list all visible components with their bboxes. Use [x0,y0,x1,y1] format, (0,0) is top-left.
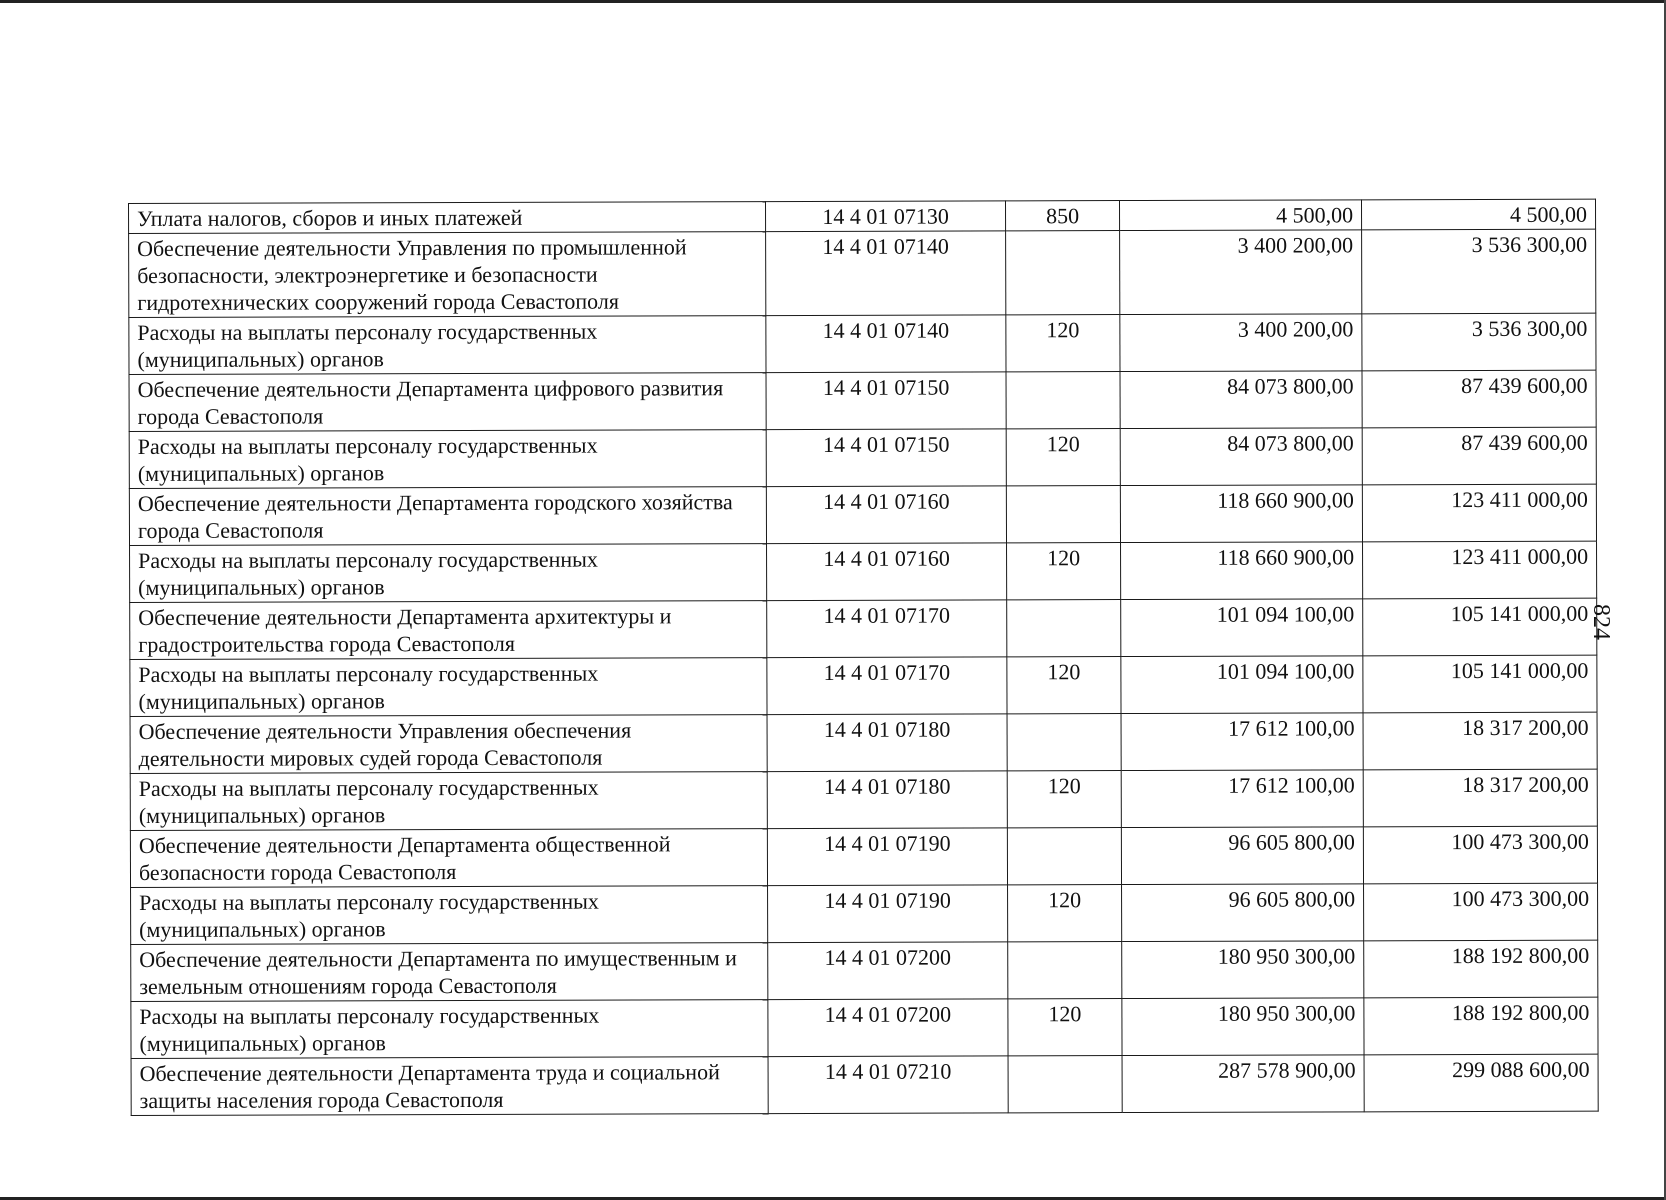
table-row [130,769,1597,830]
row-year1-cell: 84 073 800,00 [1120,428,1362,486]
row-vr-cell [1007,600,1121,657]
row-csr-cell: 14 4 01 07170 [767,600,1007,658]
table-row [129,427,1596,488]
row-name-cell: Обеспечение деятельности Департамента общественной безопасности города Севастополя [130,829,767,888]
row-name-cell: Обеспечение деятельности Департамента архитектуры и градостроительства города Севастополя [130,601,767,660]
row-year1-cell: 101 094 100,00 [1121,599,1363,657]
row-year2-cell: 87 439 600,00 [1362,370,1596,428]
table-row [130,712,1597,773]
row-year2-cell: 4 500,00 [1361,199,1595,230]
row-csr-cell: 14 4 01 07190 [768,885,1008,943]
row-vr-cell [1008,942,1122,999]
table-row [129,313,1596,374]
row-csr-cell: 14 4 01 07200 [768,999,1008,1057]
row-year2-cell: 188 192 800,00 [1364,997,1598,1055]
row-name-cell: Расходы на выплаты персоналу государственных (муниципальных) органов [131,886,768,945]
row-vr-cell: 120 [1007,657,1121,714]
row-csr-cell: 14 4 01 07140 [766,231,1006,316]
row-vr-cell: 850 [1005,201,1119,231]
row-vr-cell [1007,714,1121,771]
table-row [129,370,1596,431]
row-year2-cell: 105 141 000,00 [1363,655,1597,713]
budget-table [128,199,1599,1116]
row-year2-cell: 299 088 600,00 [1364,1054,1598,1112]
row-csr-cell: 14 4 01 07180 [767,714,1007,772]
row-csr-cell: 14 4 01 07200 [768,942,1008,1000]
row-name-cell: Расходы на выплаты персоналу государственных (муниципальных) органов [129,316,766,375]
table-row [131,940,1598,1001]
row-name-cell: Расходы на выплаты персоналу государственных (муниципальных) органов [130,544,767,603]
row-csr-cell: 14 4 01 07140 [766,315,1006,373]
row-year2-cell: 105 141 000,00 [1363,598,1597,656]
row-vr-cell [1007,828,1121,885]
row-csr-cell: 14 4 01 07130 [765,201,1005,232]
table-row [131,1054,1598,1115]
row-vr-cell: 120 [1006,315,1120,372]
row-name-cell: Расходы на выплаты персоналу государственных (муниципальных) органов [129,430,766,489]
row-name-cell: Обеспечение деятельности Департамента по имущественным и земельным отношениям города Севастополя [131,943,768,1002]
row-vr-cell [1006,486,1120,543]
row-vr-cell: 120 [1008,885,1122,942]
row-vr-cell [1008,1056,1122,1113]
row-year2-cell: 188 192 800,00 [1364,940,1598,998]
row-name-cell: Обеспечение деятельности Департамента цифрового развития города Севастополя [129,373,766,432]
row-csr-cell: 14 4 01 07170 [767,657,1007,715]
row-year1-cell: 96 605 800,00 [1121,827,1363,885]
row-name-cell: Обеспечение деятельности Департамента труда и социальной защиты населения города Севастополя [131,1057,768,1116]
row-year1-cell: 96 605 800,00 [1122,884,1364,942]
row-year1-cell: 17 612 100,00 [1121,713,1363,771]
row-csr-cell: 14 4 01 07190 [767,828,1007,886]
table-row [130,541,1597,602]
page-number: 824 [1588,604,1614,640]
row-name-cell: Обеспечение деятельности Управления обеспечения деятельности мировых судей города Севастополя [130,715,767,774]
table-row [131,997,1598,1058]
row-vr-cell: 120 [1006,429,1120,486]
row-vr-cell: 120 [1007,771,1121,828]
table-row [129,484,1596,545]
row-vr-cell: 120 [1008,999,1122,1056]
row-year1-cell: 17 612 100,00 [1121,770,1363,828]
page-edge-top [0,0,1666,3]
table-row [129,199,1596,233]
row-csr-cell: 14 4 01 07150 [766,372,1006,430]
row-vr-cell [1006,372,1120,429]
row-year1-cell: 4 500,00 [1119,200,1361,231]
row-year2-cell: 87 439 600,00 [1362,427,1596,485]
row-year1-cell: 3 400 200,00 [1120,314,1362,372]
row-name-cell: Расходы на выплаты персоналу государственных (муниципальных) органов [130,658,767,717]
table-row [129,229,1596,317]
row-name-cell: Обеспечение деятельности Управления по промышленной безопасности, электроэнергетике и безопасности гидротехнических сооружений города Севастополя [129,232,766,318]
row-year2-cell: 100 473 300,00 [1363,826,1597,884]
row-year2-cell: 3 536 300,00 [1362,229,1596,314]
table-row [131,883,1598,944]
row-year1-cell: 3 400 200,00 [1120,230,1362,315]
row-year2-cell: 123 411 000,00 [1363,541,1597,599]
row-name-cell: Расходы на выплаты персоналу государственных (муниципальных) органов [131,1000,768,1059]
row-year2-cell: 123 411 000,00 [1362,484,1596,542]
row-year2-cell: 100 473 300,00 [1364,883,1598,941]
row-year1-cell: 101 094 100,00 [1121,656,1363,714]
row-year1-cell: 180 950 300,00 [1122,998,1364,1056]
table-row [130,655,1597,716]
row-csr-cell: 14 4 01 07160 [766,486,1006,544]
row-name-cell: Обеспечение деятельности Департамента городского хозяйства города Севастополя [129,487,766,546]
row-csr-cell: 14 4 01 07150 [766,429,1006,487]
table-row [130,598,1597,659]
row-name-cell: Расходы на выплаты персоналу государственных (муниципальных) органов [130,772,767,831]
row-vr-cell: 120 [1007,543,1121,600]
row-year2-cell: 18 317 200,00 [1363,769,1597,827]
table-row [130,826,1597,887]
row-csr-cell: 14 4 01 07180 [767,771,1007,829]
row-csr-cell: 14 4 01 07210 [768,1056,1008,1114]
row-year1-cell: 287 578 900,00 [1122,1055,1364,1113]
row-year1-cell: 84 073 800,00 [1120,371,1362,429]
row-year2-cell: 18 317 200,00 [1363,712,1597,770]
row-year1-cell: 180 950 300,00 [1122,941,1364,999]
budget-table-body [129,199,1599,1115]
row-name-cell: Уплата налогов, сборов и иных платежей [129,202,766,234]
row-year1-cell: 118 660 900,00 [1120,485,1362,543]
row-vr-cell [1006,231,1120,315]
row-csr-cell: 14 4 01 07160 [767,543,1007,601]
row-year2-cell: 3 536 300,00 [1362,313,1596,371]
row-year1-cell: 118 660 900,00 [1121,542,1363,600]
